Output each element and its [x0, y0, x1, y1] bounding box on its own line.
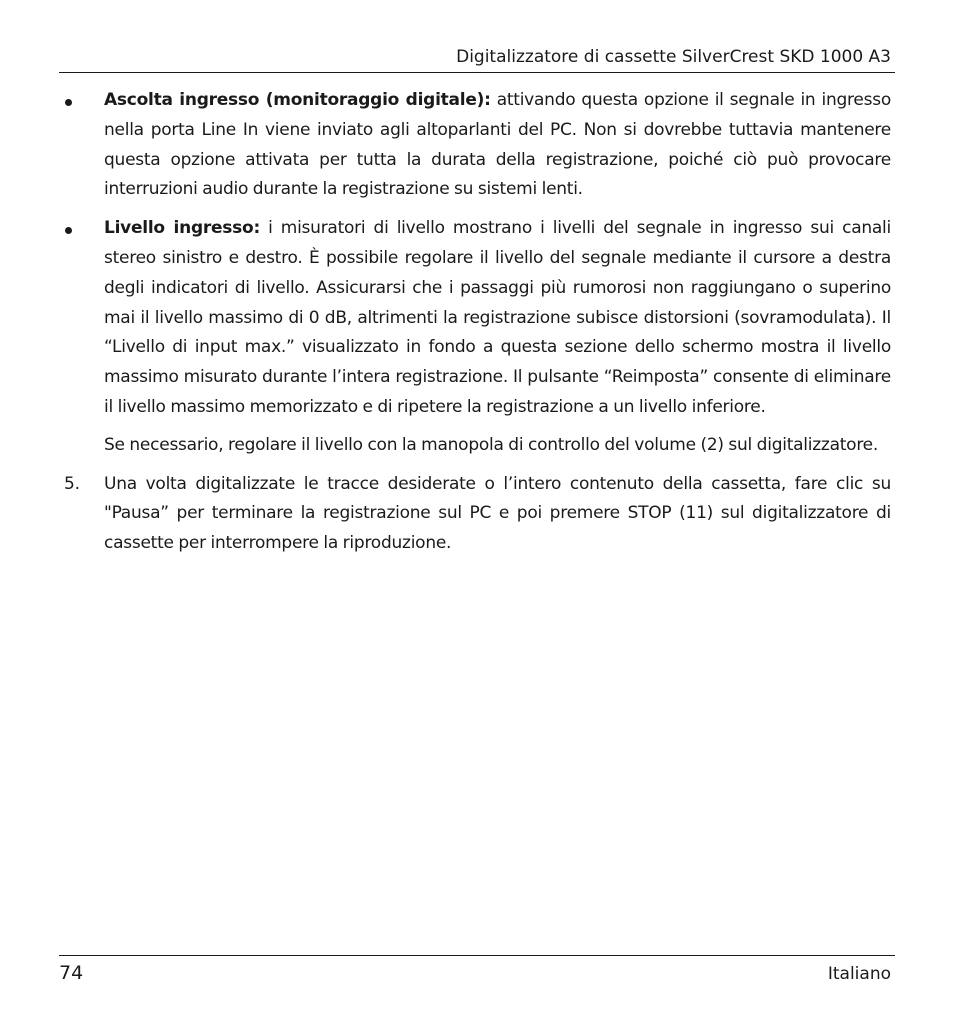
- footer-rule: [59, 955, 895, 956]
- body-text: [64, 86, 891, 568]
- list-item-input-level: [104, 214, 891, 460]
- term-label: Livello ingresso:: [104, 218, 260, 239]
- page-number: 74: [59, 962, 84, 984]
- footer-language: Italiano: [827, 964, 891, 984]
- paragraph-note: Se necessario, regolare il livello con la manopola di controllo del volume (2) sul digitalizzatore.: [104, 434, 879, 455]
- list-item-step-5: [64, 470, 891, 559]
- bullet-icon: [65, 227, 72, 234]
- running-header: Digitalizzatore di cassette SilverCrest SKD 1000 A3: [456, 47, 891, 67]
- step-number: 5.: [64, 473, 80, 494]
- paragraph: [104, 214, 891, 423]
- paragraph: [104, 86, 891, 205]
- bullet-icon: [65, 99, 72, 106]
- paragraph: Una volta digitalizzate le tracce desiderate o l’intero contenuto della cassetta, fare clic su "Pausa” per terminare la registrazione sul PC e poi premere STOP (11) sul digitalizzatore di cassette per interrompere la riproduzione.: [104, 473, 891, 554]
- header-rule: [59, 72, 895, 73]
- term-description: attivando questa opzione il segnale in ingresso nella porta Line In viene inviato agli altoparlanti del PC. Non si dovrebbe tuttavia mantenere questa opzione attivata per tutta la durata della registrazione, poiché ciò può provocare interruzioni audio durante la registrazione su sistemi lenti.: [104, 90, 891, 200]
- list-item-monitoring: [104, 86, 891, 205]
- term-description: i misuratori di livello mostrano i livelli del segnale in ingresso sui canali stereo sinistro e destro. È possibile regolare il livello del segnale mediante il cursore a destra degli indicatori di livello. Assicurarsi che i passaggi più rumorosi non raggiungano o superino mai il livello massimo di 0 dB, altrimenti la registrazione subisce distorsioni (sovramodulata). Il “Livello di input max.” visualizzato in fondo a questa sezione dello schermo mostra il livello massimo misurato durante l’intera registrazione. Il pulsante “Reimposta” consente di eliminare il livello massimo memorizzato e di ripetere la registrazione a un livello inferiore.: [104, 218, 891, 417]
- term-label: Ascolta ingresso (monitoraggio digitale):: [104, 90, 491, 110]
